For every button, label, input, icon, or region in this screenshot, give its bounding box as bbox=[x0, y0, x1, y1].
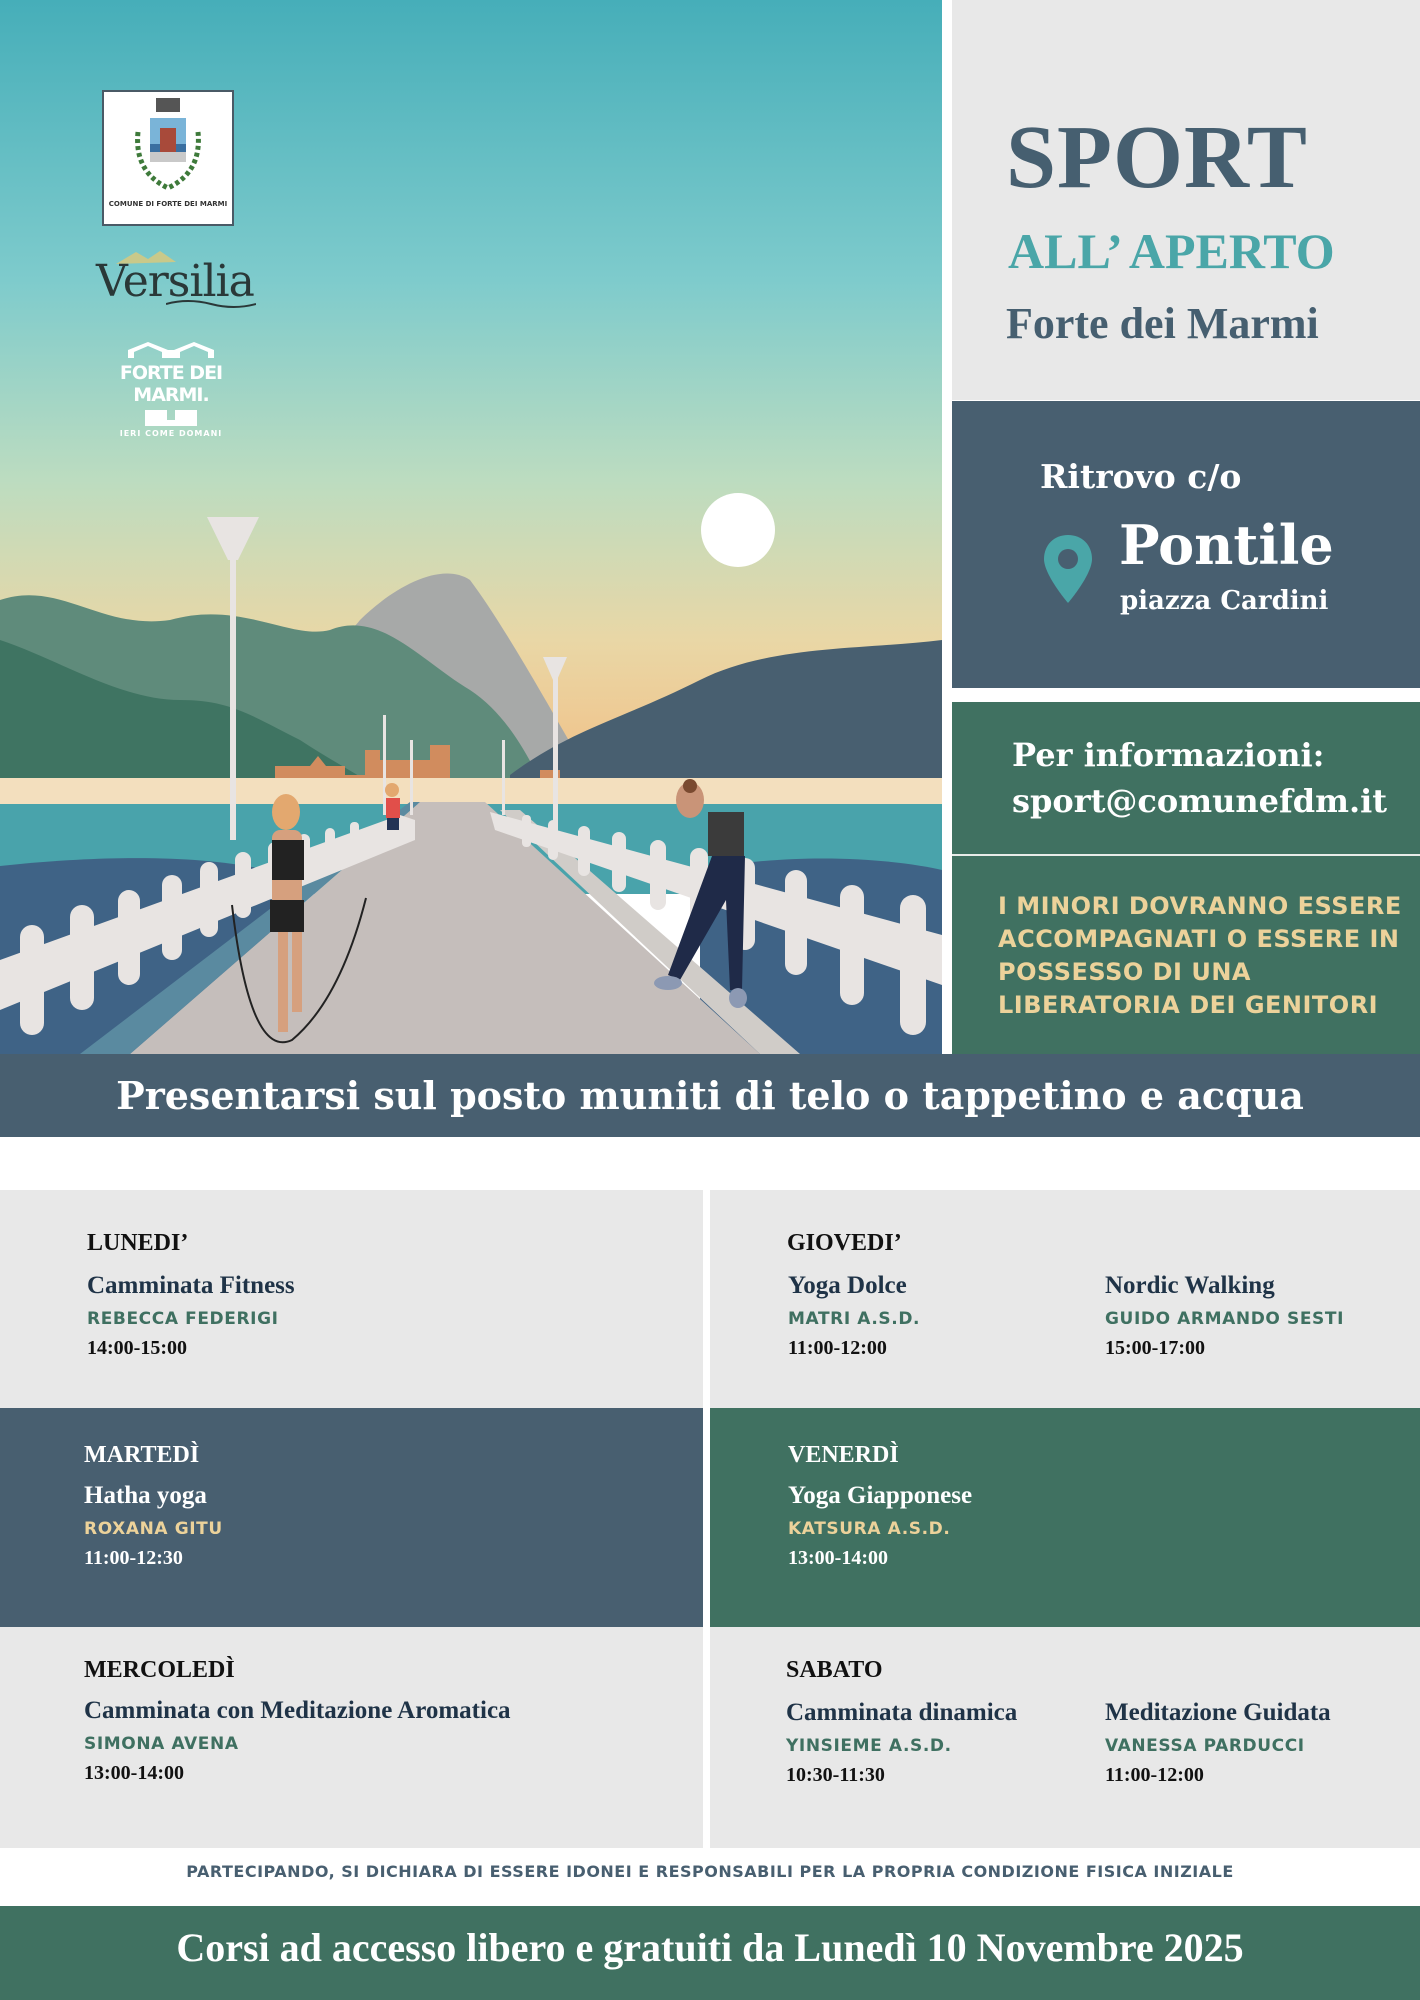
info-email-link[interactable]: sport@comunefdm.it bbox=[1012, 782, 1388, 820]
schedule-cell-mercoledi bbox=[0, 1627, 703, 1848]
schedule-cell-lunedi bbox=[0, 1190, 703, 1408]
activity: Nordic Walking GUIDO ARMANDO SESTI 15:00-17:00 bbox=[1105, 1272, 1345, 1359]
title-panel bbox=[952, 0, 1420, 400]
activity: Yoga Dolce MATRI A.S.D. 11:00-12:00 bbox=[788, 1272, 921, 1359]
activity: Camminata con Meditazione Aromatica SIMONA AVENA 13:00-14:00 bbox=[84, 1697, 511, 1784]
day-label: VENERDÌ bbox=[788, 1442, 899, 1468]
sun bbox=[701, 493, 775, 567]
activity: Camminata Fitness REBECCA FEDERIGI 14:00-15:00 bbox=[87, 1272, 295, 1359]
activity: Hatha yoga ROXANA GITU 11:00-12:30 bbox=[84, 1482, 223, 1569]
meeting-point-panel bbox=[952, 401, 1420, 688]
meeting-place-sub: piazza Cardini bbox=[1120, 586, 1329, 616]
title-sport: SPORT bbox=[1006, 108, 1308, 207]
bring-items-banner: Presentarsi sul posto muniti di telo o tappetino e acqua bbox=[0, 1054, 1420, 1137]
meeting-label: Ritrovo c/o bbox=[1040, 457, 1242, 496]
schedule-cell-venerdi bbox=[710, 1408, 1420, 1627]
schedule-cell-martedi bbox=[0, 1408, 703, 1627]
start-date-footer: Corsi ad accesso libero e gratuiti da Lunedì 10 Novembre 2025 bbox=[0, 1906, 1420, 2000]
activity: Meditazione Guidata VANESSA PARDUCCI 11:00-12:00 bbox=[1105, 1699, 1331, 1786]
schedule-cell-giovedi bbox=[710, 1190, 1420, 1408]
schedule-cell-sabato bbox=[710, 1627, 1420, 1848]
pier-illustration bbox=[0, 0, 942, 1054]
forte-dei-marmi-brand-logo: FORTE DEI MARMI. IERI COME DOMANI bbox=[96, 340, 246, 430]
coat-of-arms-icon bbox=[104, 92, 232, 198]
meeting-place: Pontile bbox=[1119, 513, 1334, 577]
minors-note: I MINORI DOVRANNO ESSERE ACCOMPAGNATI O ESSERE IN POSSESSO DI UNA LIBERATORIA DEI GENITORI bbox=[998, 892, 1402, 1019]
activity: Yoga Giapponese KATSURA A.S.D. 13:00-14:00 bbox=[788, 1482, 973, 1569]
activity: Camminata dinamica YINSIEME A.S.D. 10:30-11:30 bbox=[786, 1699, 1018, 1786]
day-label: MARTEDÌ bbox=[84, 1442, 200, 1468]
comune-caption: COMUNE DI FORTE DEI MARMI bbox=[108, 200, 228, 208]
day-label: MERCOLEDÌ bbox=[84, 1657, 235, 1683]
versilia-logo: Versilia bbox=[96, 248, 256, 308]
title-all-aperto: ALL’ APERTO bbox=[1008, 223, 1335, 279]
day-label: GIOVEDI’ bbox=[787, 1230, 902, 1256]
comune-coat-of-arms-logo bbox=[102, 90, 234, 226]
day-label: LUNEDI’ bbox=[87, 1230, 189, 1256]
figure-stretching bbox=[385, 783, 400, 830]
map-pin-icon bbox=[1042, 533, 1094, 605]
rooftops-icon bbox=[126, 340, 216, 360]
info-label: Per informazioni: bbox=[1012, 736, 1325, 774]
versilia-wave-icon bbox=[166, 298, 256, 310]
fitness-disclaimer: PARTECIPANDO, SI DICHIARA DI ESSERE IDONEI E RESPONSABILI PER LA PROPRIA CONDIZIONE FISICA INIZIALE bbox=[186, 1862, 1234, 1881]
info-panel bbox=[952, 702, 1420, 1054]
fort-icon bbox=[141, 408, 201, 426]
title-location: Forte dei Marmi bbox=[1006, 299, 1319, 348]
day-label: SABATO bbox=[786, 1657, 883, 1683]
info-divider bbox=[952, 854, 1420, 856]
